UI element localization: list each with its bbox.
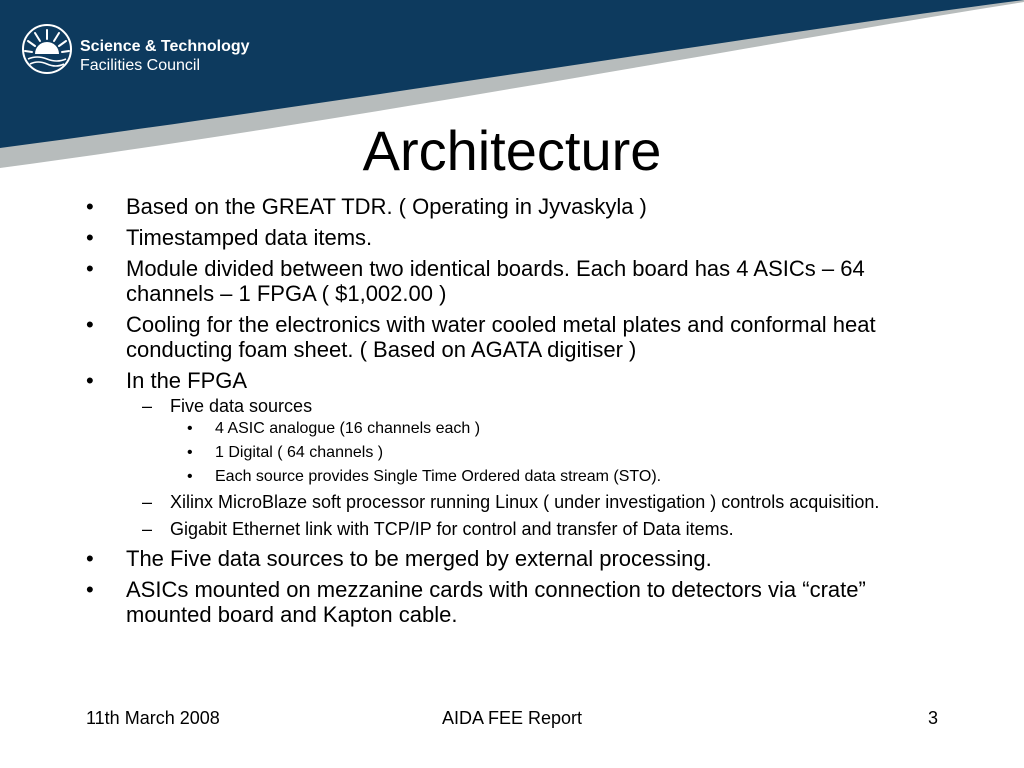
sub-sub-bullet-text: 4 ASIC analogue (16 channels each ) <box>215 420 481 437</box>
bullet-text: Timestamped data items. <box>126 225 373 250</box>
bullet-item <box>86 256 946 306</box>
sub-bullet-item <box>86 519 946 540</box>
sub-bullet-item <box>86 396 946 486</box>
footer-title: AIDA FEE Report <box>441 708 583 728</box>
sunburst-logo-icon <box>20 22 74 76</box>
bullet-text: The Five data sources to be merged by external processing. <box>126 546 712 571</box>
bullet-marker: • <box>86 256 94 281</box>
bullet-marker: • <box>187 444 193 461</box>
sub-sub-bullet-item <box>86 444 946 462</box>
sub-bullet-text: Xilinx MicroBlaze soft processor running Linux ( under investigation ) controls acquisition. <box>170 492 880 512</box>
bullet-text: ASICs mounted on mezzanine cards with connection to detectors via “crate” mounted board and Kapton cable. <box>126 577 866 627</box>
sub-sub-bullet-text: Each source provides Single Time Ordered data stream (STO). <box>215 468 662 485</box>
bullet-marker: • <box>86 194 94 219</box>
bullet-text: In the FPGA <box>126 368 248 393</box>
bullet-item <box>86 546 946 571</box>
dash-marker: – <box>142 492 153 512</box>
bullet-text: Cooling for the electronics with water cooled metal plates and conformal heat conducting foam sheet. ( Based on AGATA digitiser ) <box>126 312 876 362</box>
bullet-marker: • <box>86 577 94 602</box>
bullet-marker: • <box>187 468 193 485</box>
bullet-list <box>86 194 946 627</box>
bullet-marker: • <box>187 420 193 437</box>
page-number: 3 <box>927 708 938 728</box>
logo-line-1: Science & Technology <box>80 38 250 55</box>
bullet-marker: • <box>86 546 94 571</box>
logo-line-2: Facilities Council <box>80 57 201 74</box>
slide-title: Architecture <box>362 119 662 182</box>
bullet-text: Based on the GREAT TDR. ( Operating in Jyvaskyla ) <box>126 194 647 219</box>
bullet-item <box>86 368 946 540</box>
sub-bullet-item <box>86 492 946 513</box>
logo-wordmark <box>80 37 250 75</box>
sub-bullet-text: Gigabit Ethernet link with TCP/IP for control and transfer of Data items. <box>170 519 734 539</box>
dash-marker: – <box>142 519 153 539</box>
bullet-item <box>86 577 946 627</box>
bullet-text: Module divided between two identical boards. Each board has 4 ASICs – 64 channels – 1 FPGA ( $1,002.00 ) <box>126 256 865 306</box>
bullet-marker: • <box>86 368 94 393</box>
bullet-item <box>86 312 946 362</box>
bullet-marker: • <box>86 312 94 337</box>
sub-sub-bullet-item <box>86 420 946 438</box>
bullet-marker: • <box>86 225 94 250</box>
footer-date: 11th March 2008 <box>86 708 220 728</box>
sub-bullet-text: Five data sources <box>170 396 313 416</box>
bullet-item <box>86 225 946 250</box>
dash-marker: – <box>142 396 153 416</box>
stfc-logo <box>20 20 260 80</box>
sub-sub-bullet-item <box>86 468 946 486</box>
slide-body <box>86 194 946 633</box>
data-sources-sublist <box>170 420 946 486</box>
sub-sub-bullet-text: 1 Digital ( 64 channels ) <box>215 444 384 461</box>
bullet-item <box>86 194 946 219</box>
fpga-sublist <box>126 396 946 540</box>
